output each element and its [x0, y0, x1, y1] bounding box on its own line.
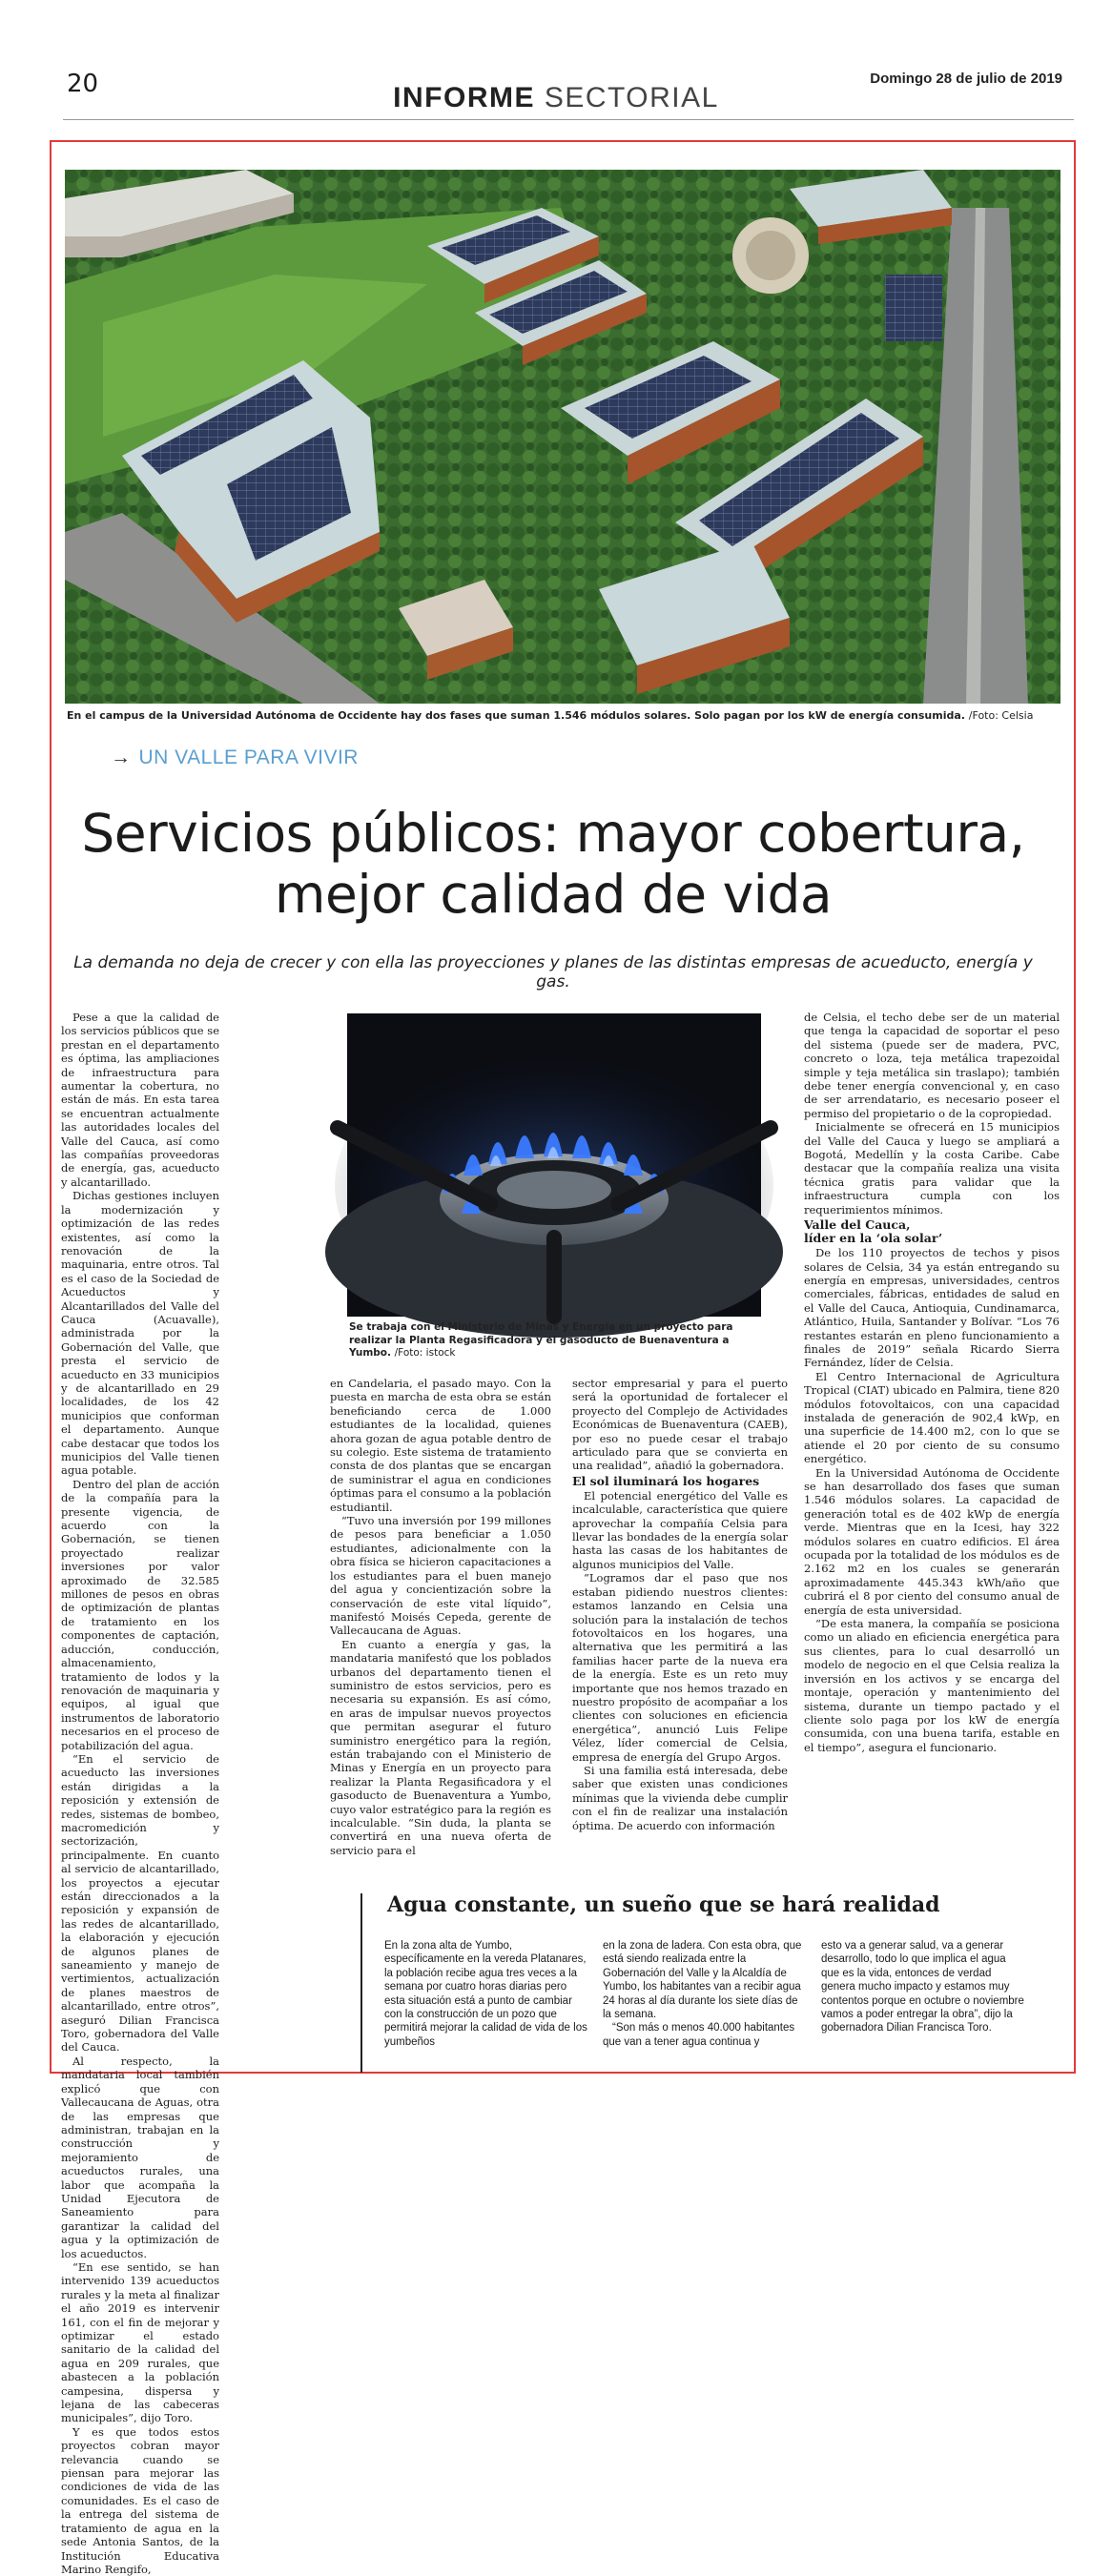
campus-aerial-illustration [65, 170, 1061, 704]
sidebar-box-rule [360, 1893, 362, 2073]
paragraph: De los 110 proyectos de techos y pisos solares de Celsia, 34 ya están entregando su energía en empresas, universidades, centros comerciales, fábricas, entidades de salud en el Valle del Cauca, Antioquia, Cundinamarca, Atlántico, Huila, Santander y Bolívar. “Los 76 restantes estarán en pleno funcionamiento a finales de 2019” señala Ricardo Sierra Fernández, líder de Celsia. [804, 1246, 1060, 1370]
paragraph: Pese a que la calidad de los servicios públicos que se prestan en el departamento es óptima, las ampliaciones de infraestructura para aumentar la cobertura, no están de más. En esta tarea se encuentran actualmente las autoridades locales del Valle del Cauca, así como las compañías proveedoras de energía, gas, acueducto y alcantarillado. [61, 1011, 219, 1189]
kicker [111, 746, 359, 769]
paragraph: sector empresarial y para el puerto será la oportunidad de fortalecer el proyecto del Complejo de Actividades Económicas de Buenaventura (CAEB), por eso no puede cesar el trabajo articulado para que se convierta en una realidad”, añadió la gobernadora. [572, 1377, 788, 1473]
article-column-2 [330, 1377, 551, 1857]
arrow-right-icon: → [111, 746, 132, 768]
sidebar-box-column-1 [384, 1939, 588, 2049]
paragraph: En la zona alta de Yumbo, específicamente en la vereda Platanares, la población recibe agua tres veces a la semana por cuatro horas diarias pero esta situación está a punto de cambiar con la construcción de un pozo que permitirá mejorar la calidad de vida de los yumbeños [384, 1940, 587, 2048]
page-number: 20 [67, 70, 99, 98]
paragraph: “Logramos dar el paso que nos estaban pidiendo nuestros clientes: estamos lanzando en Celsia una solución para la instalación de techos fotovoltaicos en los hogares, una alternativa que les permitirá a las familias hacer parte de la nueva era de la energía. Este es un reto muy importante que nos hemos trazado en nuestro propósito de acompañar a los clientes con soluciones en eficiencia energética”, anunció Luis Felipe Vélez, líder comercial de Celsia, empresa de energía del Grupo Argos. [572, 1571, 788, 1764]
article-column-3 [572, 1377, 788, 1832]
sidebar-box-column-2 [603, 1939, 807, 2049]
paragraph: “Tuvo una inversión por 199 millones de pesos para beneficiar a 1.050 estudiantes, adicionalmente con la obra física se hicieron capacitaciones a los estudiantes para el buen manejo del agua y concientización sobre la conservación de este vital líquido”, manifestó Moisés Cepeda, gerente de Vallecaucana de Aguas. [330, 1514, 551, 1638]
paragraph: “De esta manera, la compañía se posiciona como un aliado en eficiencia energética para sus clientes, para lo cual desarrolló un modelo de negocio en el que Celsia realiza la inversión en los activos y se encarga del montaje, operación y mantenimiento del sistema, durante un tiempo pactado y el cliente solo paga por los kW de energía consumida, con una buena tarifa, estable en el tiempo”, asegura el funcionario. [804, 1617, 1060, 1754]
section-title-light: SECTORIAL [544, 82, 719, 113]
headline [57, 803, 1049, 925]
paragraph: “Son más o menos 40.000 habitantes que van a tener agua continua y [603, 2022, 795, 2048]
paragraph: en Candelaria, el pasado mayo. Con la puesta en marcha de esta obra se están beneficiando cerca de 1.000 estudiantes de la localidad, quienes ahora gozan de agua potable dentro de su colegio. Este sistema de tratamiento consta de dos plantas que se encargan de suministrar el agua en condiciones óptimas para el consumo a la población estudiantil. [330, 1377, 552, 1514]
paragraph: Dentro del plan de acción de la compañía para la presente vigencia, de acuerdo con la Gobernación, se tienen proyectado realizar inversiones por valor aproximado de 32.585 millones de pesos en obras de optimización de plantas de tratamiento en los componentes de captación, aducción, conducción, almacenamiento, tratamiento de lodos y la renovación de maquinaria y equipos, al igual que instrumentos de laboratorio necesarios en el proceso de potabilización del agua. [61, 1477, 219, 1752]
sidebar-box-title: Agua constante, un sueño que se hará realidad [387, 1892, 940, 1917]
gas-flame-illustration [347, 1013, 761, 1317]
paragraph: Dichas gestiones incluyen la modernización y optimización de las redes existentes, así como la renovación de la maquinaria, entre otros. Tal es el caso de la Sociedad de Acueductos y Alcantarillados del Valle del Cauca (Acuavalle), administrada por la Gobernación del Valle, que presta el servicio de acueducto en 33 municipios y de alcantarillado en 29 localidades, de los 42 municipios que conforman el departamento. Aunque cabe destacar que todos los municipios del Valle tienen agua potable. [61, 1189, 219, 1478]
burner-photo-credit: /Foto: istock [394, 1347, 456, 1359]
article-column-1 [61, 1011, 219, 2576]
photo-caption-text: En el campus de la Universidad Autónoma de Occidente hay dos fases que suman 1.546 módulos solares. Solo pagan por los kW de energía consumida. [67, 709, 965, 722]
gas-burner-photo [347, 1013, 761, 1317]
paragraph: En cuanto a energía y gas, la mandataria manifestó que los poblados urbanos del departamento tienen el suministro de estos servicios, pero es necesaria su expansión. Es así cómo, en aras de impulsar nuevos proyectos que permitan asegurar el futuro suministro energético para la región, están trabajando con el Ministerio de Minas y Energía en un proyecto para realizar la Planta Regasificadora y el gasoducto de Buenaventura a Yumbo, cuyo valor estratégico para la región es incalculable. “Sin duda, la planta se convertirá en una nueva oferta de servicio para el [330, 1637, 551, 1857]
photo-credit: /Foto: Celsia [968, 709, 1034, 722]
paragraph: Y es que todos estos proyectos cobran mayor relevancia cuando se piensan para mejorar las condiciones de vida de las comunidades. Es el caso de la entrega del sistema de tratamiento de agua en la sede Antonia Santos, de la Institución Educativa Marino Rengifo, [61, 2424, 219, 2576]
paragraph: en la zona de ladera. Con esta obra, que está siendo realizada entre la Gobernación del Valle y la Alcaldía de Yumbo, los habitantes van a recibir agua 24 horas al día durante los siete días de la semana. [603, 1940, 802, 2021]
paragraph: esto va a generar salud, va a generar desarrollo, todo lo que implica el agua que es la vida, entonces de verdad genera mucho impacto y estamos muy contentos porque en octubre o noviembre vamos a poder entregar la obra”, dijo la gobernadora Dilian Francisca Toro. [821, 1940, 1024, 2034]
paragraph: El potencial energético del Valle es incalculable, característica que quiere aprovechar la compañía Celsia para llevar las bondades de la energía solar hasta las casas de los habitantes de algunos municipios del Valle. [572, 1488, 788, 1571]
paragraph: “En ese sentido, se han intervenido 139 acueductos rurales y la meta al finalizar el año 2019 es intervenir 161, con el fin de mejorar y optimizar el estado sanitario de la calidad del agua en 209 rurales, que abastecen a la población campesina, dispersa y lejana de las cabeceras municipales”, dijo Toro. [61, 2259, 219, 2425]
issue-date: Domingo 28 de julio de 2019 [870, 71, 1062, 87]
section-title-bold: INFORME [393, 82, 535, 113]
photo-caption [67, 709, 1059, 722]
headline-line-1: Servicios públicos: mayor cobertura, [81, 803, 1025, 864]
article-column-4 [804, 1011, 1060, 1754]
campus-photo [65, 170, 1061, 704]
paragraph: Inicialmente se ofrecerá en 15 municipios del Valle del Cauca y luego se ampliará a Bogotá, Medellín y la costa Caribe. Cabe destacar que la compañía realiza una visita técnica gratis para validar que la infraestructura cumpla con los requerimientos mínimos. [804, 1120, 1060, 1216]
paragraph: de Celsia, el techo debe ser de un material que tenga la capacidad de soportar el peso del sistema (puede ser de madera, PVC, concreto o loza, teja metálica trapezoidal simple y teja metálica sin traslapo); también debe tener energía convencional y, en caso de ser arrendatario, es necesario poseer el permiso del propietario o de la copropiedad. [804, 1011, 1060, 1120]
subheading-sol: El sol iluminará los hogares [572, 1473, 760, 1488]
burner-caption-text: Se trabaja con el Ministerio de Minas y Energía en un proyecto para realizar la Planta Regasificadora y el gasoducto de Buenaventura a Yumbo. [349, 1321, 733, 1359]
section-title [0, 82, 1112, 114]
paragraph: En la Universidad Autónoma de Occidente se han desarrollado dos fases que suman 1.546 módulos solares. La capacidad de generación total es de 402 kWp de energía verde. Mientras que en la Icesi, hay 322 módulos solares en cuatro edificios. El área ocupada por la totalidad de los módulos es de 2.162 m2 en los cuales se generarán aproximadamente 445.343 kWh/año que cubrirá el 8 por ciento del consumo anual de energía de esta universidad. [804, 1465, 1060, 1617]
subheading-valle-line-2: líder en la ‘ola solar’ [804, 1231, 943, 1246]
paragraph: El Centro Internacional de Agricultura Tropical (CIAT) ubicado en Palmira, tiene 820 módulos fotovoltaicos, con una capacidad instalada de generación de 902,4 kWp, en una superficie de 14.400 m2, con lo que se atiende el 20 por ciento de su consumo energético. [804, 1369, 1060, 1466]
paragraph: Al respecto, la mandataria local también explicó que con Vallecaucana de Aguas, otra de las empresas que administran, trabajan en la construcción y mejoramiento de acueductos rurales, una labor que acompaña la Unidad Ejecutora de Saneamiento para garantizar la calidad del agua y la optimización de los acueductos. [61, 2054, 219, 2260]
subheading-valle-line-1: Valle del Cauca, [804, 1217, 911, 1233]
kicker-text: UN VALLE PARA VIVIR [138, 746, 359, 768]
subheading-valle [804, 1218, 1060, 1245]
subheadline: La demanda no deja de crecer y con ella las proyecciones y planes de las distintas empresas de acueducto, energía y gas. [73, 953, 1033, 992]
burner-photo-caption [349, 1321, 763, 1360]
sidebar-box-column-3 [821, 1939, 1025, 2035]
paragraph: Si una familia está interesada, debe saber que existen unas condiciones mínimas que la vivienda debe cumplir con el fin de realizar una instalación óptima. De acuerdo con información [572, 1763, 788, 1832]
paragraph: “En el servicio de acueducto las inversiones están dirigidas a la reposición y extensión de redes, sistemas de bombeo, macromedición y sectorización, principalmente. En cuanto al servicio de alcantarillado, los proyectos a ejecutar están direccionados a la reposición y expansión de las redes de alcantarillado, la elaboración y ejecución de algunos planes de saneamiento y manejo de vertimientos, actualización de planes maestros de alcantarillado, entre otros”, aseguró Dilian Francisca Toro, gobernadora del Valle del Cauca. [61, 1751, 219, 2055]
header-rule [63, 119, 1074, 120]
headline-line-2: mejor calidad de vida [274, 864, 833, 925]
